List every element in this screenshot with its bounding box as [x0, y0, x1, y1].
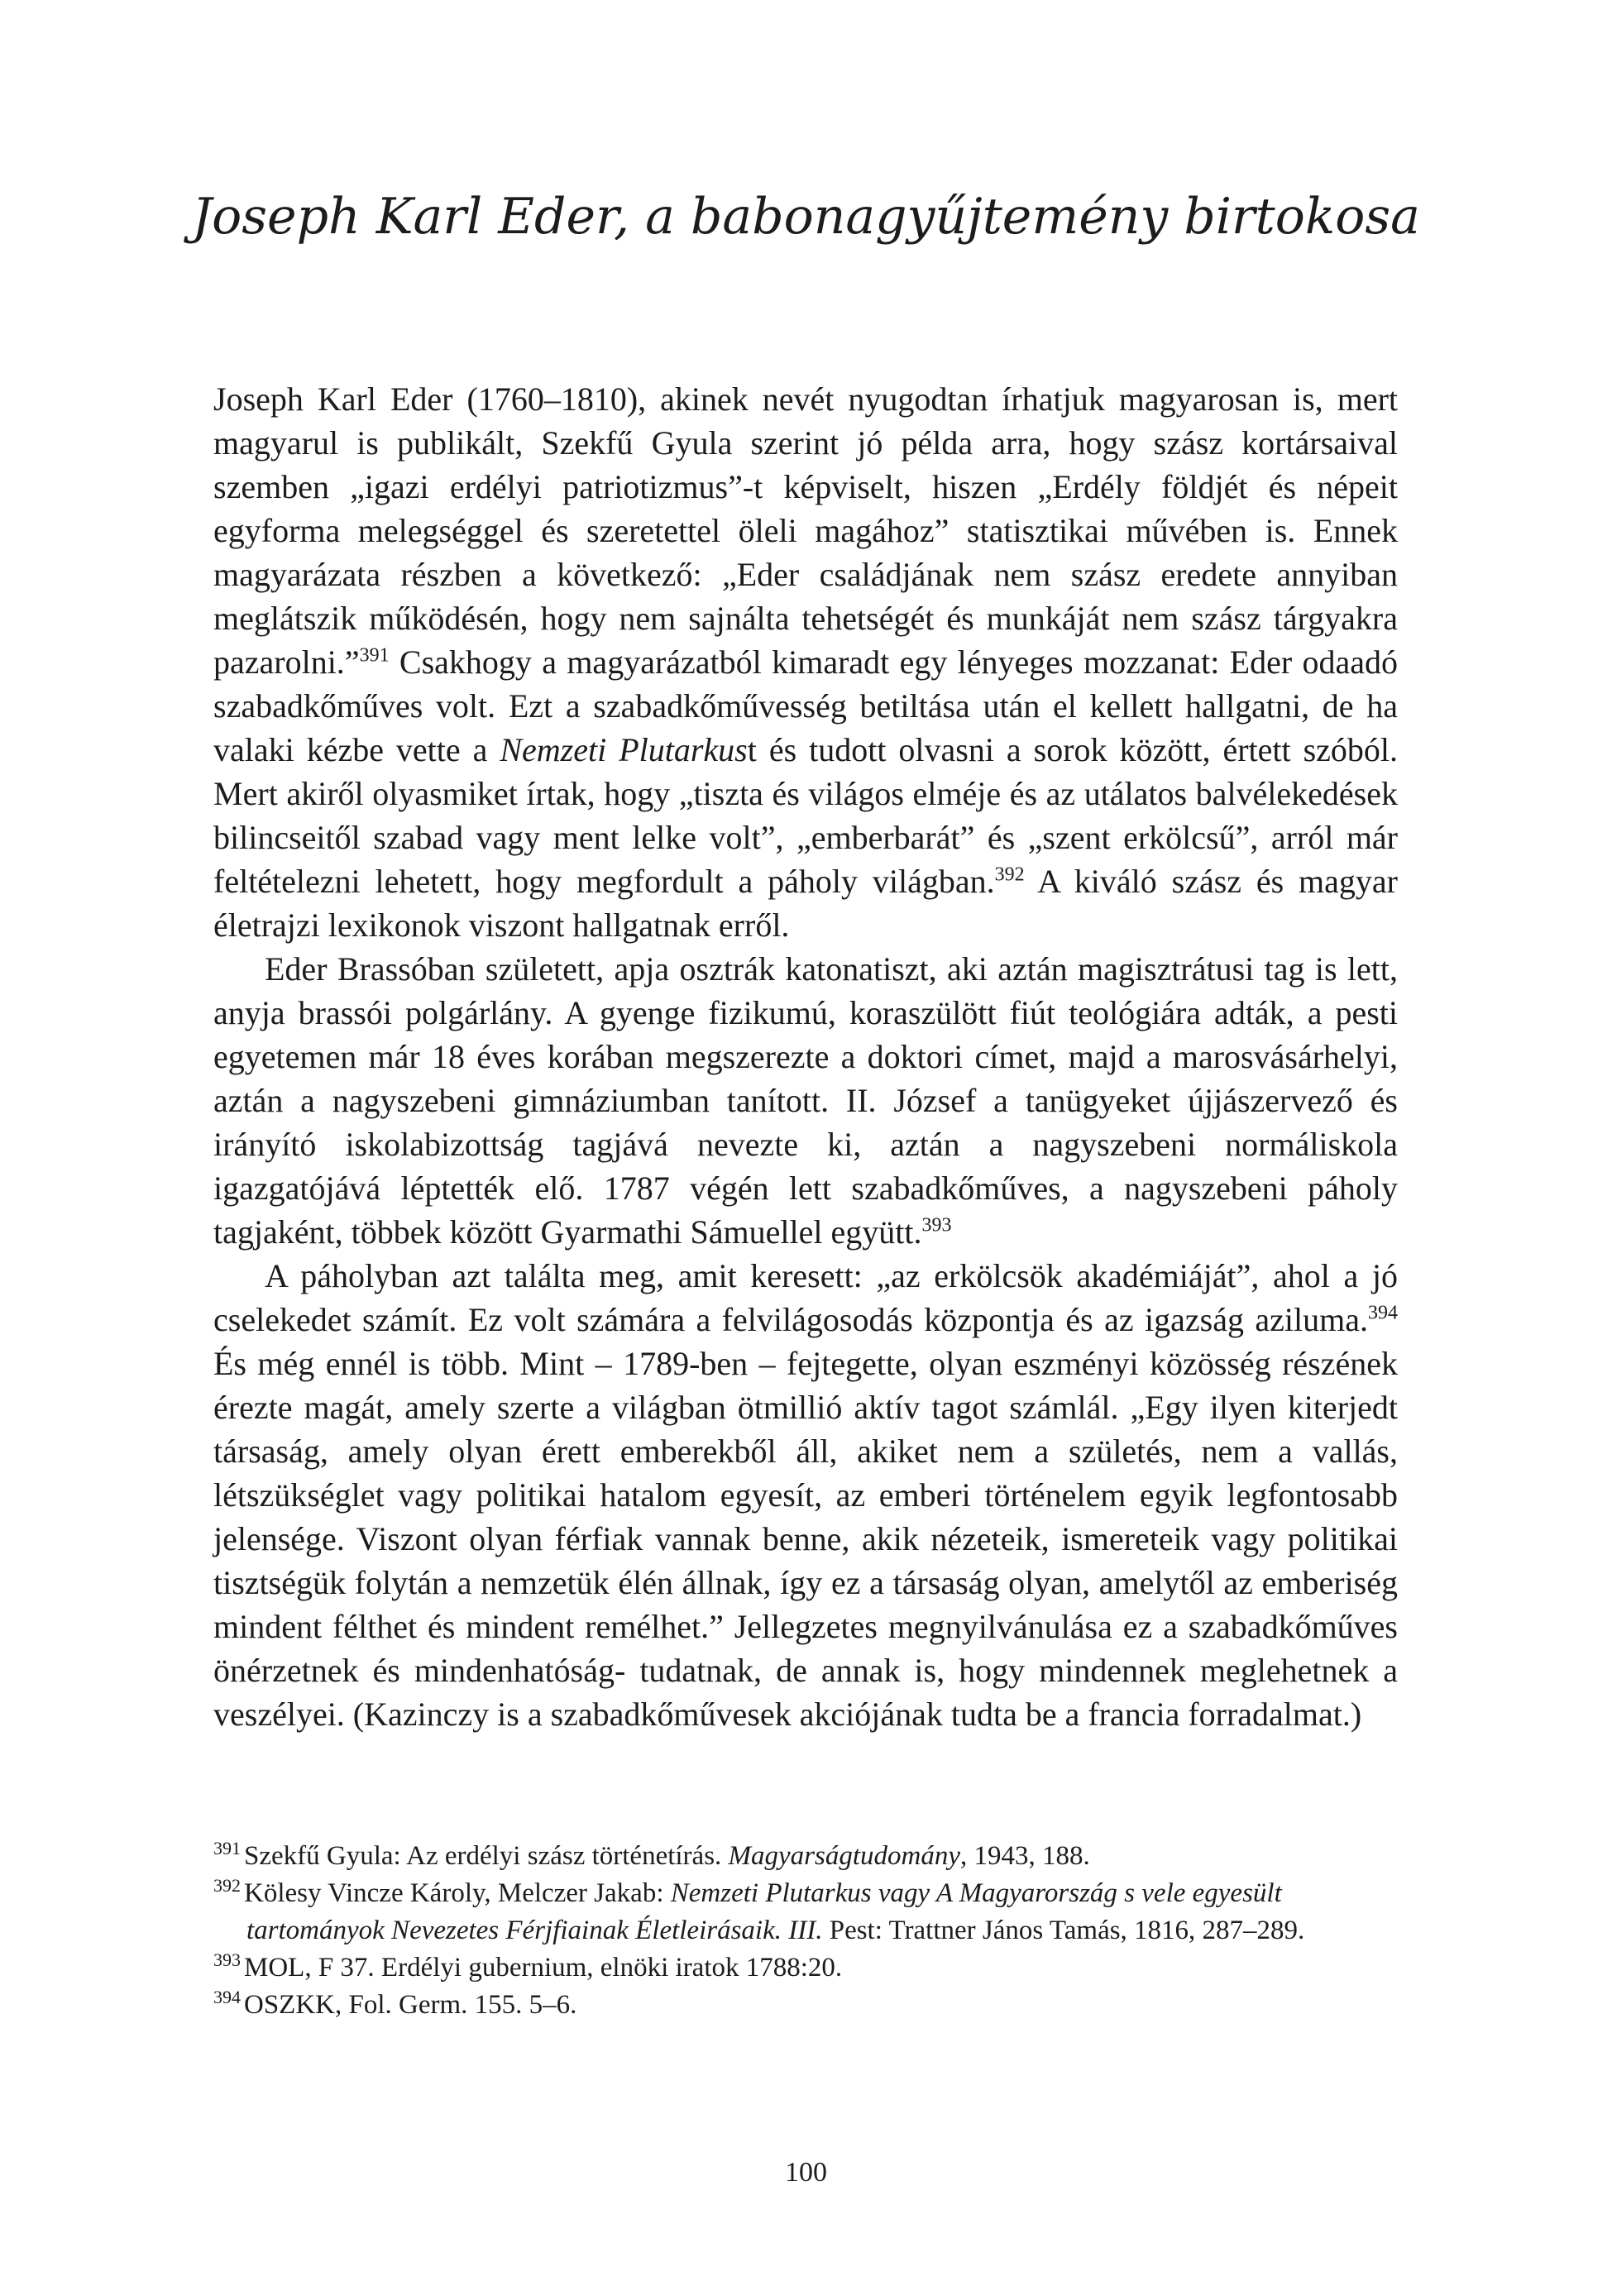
text-run: Pest: Trattner János Tamás, 1816, 287–289. — [822, 1916, 1305, 1945]
footnote-number: 392 — [213, 1875, 241, 1896]
footnote-reference: 392 — [994, 863, 1025, 886]
text-run: t és tudott olvasni a sorok között, értett szóból. Mert akiről olyasmiket írtak, hogy „tiszta és világos elméje és az utálatos balvélekedések bilincseitől szabad vagy ment lelke volt”, „emberbarát” és „szent erkölcsű”, arról már feltételezni lehetett, hogy megfordult a páholy világban. — [213, 731, 1399, 900]
paragraph-1 — [213, 377, 1398, 947]
text-run: MOL, F 37. Erdélyi gubernium, elnöki iratok 1788:20. — [244, 1953, 843, 1983]
footnote-reference: 394 — [1368, 1302, 1398, 1324]
text-run: Szekfű Gyula: Az erdélyi szász történetírás. — [244, 1841, 729, 1871]
text-run: , 1943, 188. — [960, 1841, 1090, 1871]
text-run: Csakhogy a magyarázatból kimaradt egy lényeges mozzanat: Eder odaadó szabadkőműves volt. Ezt a szabadkőművesség betiltása után el kellett hallgatni, de ha valaki kézbe vette a — [213, 643, 1398, 768]
text-run: A páholyban azt találta meg, amit keresett: „az erkölcsök akadémiáját”, ahol a jó cselekedet számít. Ez volt számára a felvilágosodás központja és az igazság aziluma. — [213, 1257, 1398, 1338]
page-number: 100 — [785, 2157, 827, 2188]
footnote-392 — [213, 1875, 1398, 1949]
italic-text: Nemzeti Plutarkus — [500, 731, 748, 768]
footnote-394 — [213, 1987, 1398, 2024]
footnote-391 — [213, 1838, 1398, 1875]
footnote-reference: 391 — [359, 644, 390, 667]
footnote-393 — [213, 1949, 1398, 1987]
footnote-number: 393 — [213, 1949, 241, 1970]
text-run: A kiváló szász és magyar életrajzi lexikonok viszont hallgatnak erről. — [213, 863, 1399, 944]
text-run: Joseph Karl Eder (1760–1810), akinek nevét nyugodtan írhatjuk magyarosan is, mert magyarul is publikált, Szekfű Gyula szerint jó példa arra, hogy szász kortársaival szemben „igazi erdélyi patriotizmus”-t képviselt, hiszen „Erdély földjét és népeit egyforma melegséggel és szeretettel öleli magához” statisztikai művében is. Ennek magyarázata részben a következő: „Eder családjának nem szász eredete annyiban meglátszik működésén, hogy nem sajnálta tehetségét és munkáját nem szász tárgyakra pazarolni.” — [213, 380, 1398, 681]
footnote-number: 394 — [213, 1987, 241, 2007]
main-text — [213, 377, 1398, 1736]
text-run: És még ennél is több. Mint – 1789-ben – fejtegette, olyan eszményi közösség részének érezte magát, amely szerte a világban ötmillió aktív tagot számlál. „Egy ilyen kiterjedt társaság, amely olyan érett emberekből áll, akiket nem a születés, nem a vallás, létszükséglet vagy politikai hatalom egyesít, az emberi történelem egyik legfontosabb jelensége. Viszont olyan férfiak vannak benne, akik nézeteik, ismereteik vagy politikai tisztségük folytán a nemzetük élén állnak, így ez a társaság olyan, amelytől az emberiség mindent félthet és mindent remélhet.” Jellegzetes megnyilvánulása ez a szabadkőműves önérzetnek és mindenhatóság- tudatnak, de annak is, hogy mindennek meglehetnek a veszélyei. (Kazinczy is a szabadkőművesek akciójának tudta be a francia forradalmat.) — [213, 1345, 1398, 1733]
italic-text: Nemzeti Plutarkus vagy A Magyarország s vele egyesült tartományok Nevezetes Férjfiainak Életleirásaik. III. — [246, 1878, 1282, 1945]
text-run: Eder Brassóban született, apja osztrák katonatiszt, aki aztán magisztrátusi tag is lett, anyja brassói polgárlány. A gyenge fizikumú, koraszülött fiút teológiára adták, a pesti egyetemen már 18 éves korában megszerezte a doktori címet, majd a marosvásárhelyi, aztán a nagyszebeni gimnáziumban tanított. II. József a tanügyeket újjászervező és irányító iskolabizottság tagjává nevezte ki, aztán a nagyszebeni normáliskola igazgatójává léptették elő. 1787 végén lett szabadkőműves, a nagyszebeni páholy tagjaként, többek között Gyarmathi Sámuellel együtt. — [213, 950, 1398, 1251]
paragraph-2 — [213, 947, 1398, 1254]
text-run: Kölesy Vincze Károly, Melczer Jakab: — [244, 1878, 671, 1908]
italic-text: Magyarságtudomány — [728, 1841, 961, 1871]
footnote-number: 391 — [213, 1838, 241, 1858]
footnote-reference: 393 — [921, 1214, 952, 1236]
paragraph-3 — [213, 1254, 1398, 1736]
text-run: OSZKK, Fol. Germ. 155. 5–6. — [244, 1990, 577, 2020]
page-title: Joseph Karl Eder, a babonagyűjtemény birtokosa — [192, 188, 1420, 246]
footnotes — [213, 1838, 1398, 2024]
